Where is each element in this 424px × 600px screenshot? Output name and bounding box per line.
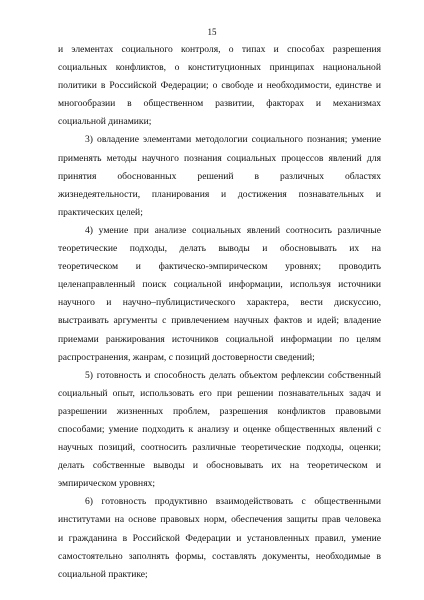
text-line: способами; умение подходить к анализу и оценке общественных явлений с xyxy=(58,423,381,435)
text-line: выстраивать аргументы с привлечением научных фактов и идей; владение xyxy=(58,315,381,327)
text-line: социальной динамики; xyxy=(58,116,152,128)
text-line: и гражданина в Российской Федерации и установленных правил, умение xyxy=(58,532,381,544)
text-line: теоретическом и фактическо-эмпирическом уровнях; проводить xyxy=(58,261,381,273)
text-line: 5) готовность и способность делать объектом рефлексии собственный xyxy=(85,369,381,381)
document-body xyxy=(58,41,381,584)
text-line: распространения, жанрам, с позиций достоверности сведений; xyxy=(58,351,315,363)
text-line: теоретические подходы, делать выводы и обосновывать их на xyxy=(58,243,381,255)
text-line: 3) овладение элементами методологии социального познания; умение xyxy=(85,134,381,146)
text-line: приемами ранжирования источников социальной информации по целям xyxy=(58,333,381,345)
text-line: жизнедеятельности, планирования и достижения познавательных и xyxy=(58,188,381,200)
text-line: социальной практике; xyxy=(58,568,148,580)
text-line: применять методы научного познания социальных процессов явлений для xyxy=(58,152,381,164)
text-line: принятия обоснованных решений в различных областях xyxy=(58,170,381,182)
text-line: самостоятельно заполнять формы, составлять документы, необходимые в xyxy=(58,550,381,562)
text-line: научных позиций, соотносить различные теоретические подходы, оценки; xyxy=(58,442,381,454)
text-line: многообразии в общественном развитии, факторах и механизмах xyxy=(58,98,381,110)
text-line: 4) умение при анализе социальных явлений соотносить различные xyxy=(85,224,381,236)
text-line: политики в Российской Федерации; о свободе и необходимости, единстве и xyxy=(58,80,381,92)
text-line: целенаправленный поиск социальной информации, используя источники xyxy=(58,279,381,291)
text-line: 6) готовность продуктивно взаимодействовать с общественными xyxy=(85,496,381,508)
text-line: социальных конфликтов, о конституционных принципах национальной xyxy=(58,62,381,74)
text-line: и элементах социального контроля, о типах и способах разрешения xyxy=(58,44,381,55)
text-line: делать собственные выводы и обосновывать их на теоретическом и xyxy=(58,460,381,472)
text-line: разрешении жизненных проблем, разрешения конфликтов правовыми xyxy=(58,405,381,417)
page-number: 15 xyxy=(207,27,217,37)
text-line: практических целей; xyxy=(58,206,143,218)
text-line: научного и научно–публицистического характера, вести дискуссию, xyxy=(58,297,381,309)
text-line: институтами на основе правовых норм, обеспечения защиты прав человека xyxy=(58,514,381,526)
text-line: социальный опыт, использовать его при решении познавательных задач и xyxy=(58,387,381,399)
text-line: эмпирическом уровнях; xyxy=(58,478,156,490)
